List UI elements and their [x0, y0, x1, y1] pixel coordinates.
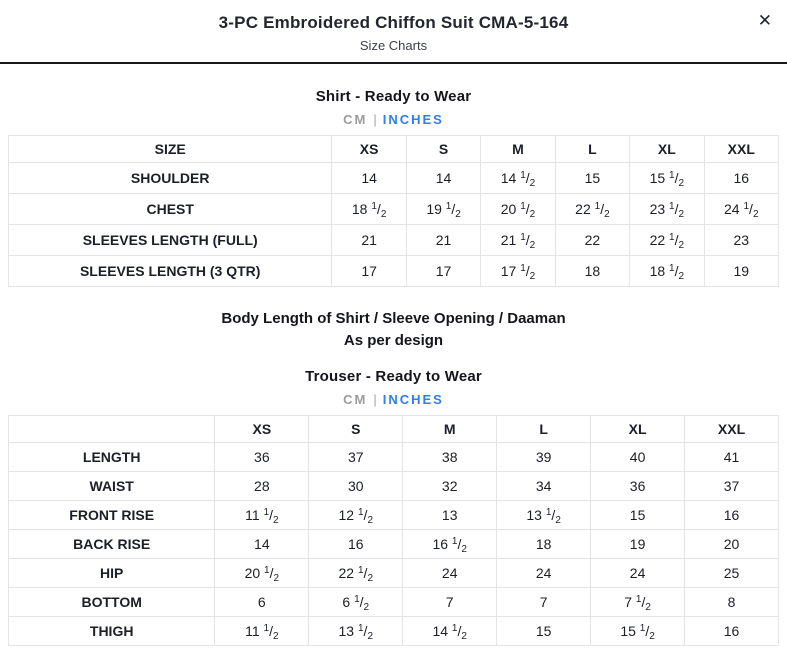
size-value-cell: 7 $^1/_2$ — [591, 588, 685, 617]
shirt-size-table — [8, 135, 779, 287]
size-value-cell: 7 — [403, 588, 497, 617]
page-title: 3-PC Embroidered Chiffon Suit CMA-5-164 — [218, 13, 569, 32]
size-value-cell: 16 — [685, 617, 779, 646]
size-value-cell: 24 — [403, 559, 497, 588]
size-value-cell: 16 — [704, 163, 778, 194]
row-label: BOTTOM — [9, 588, 215, 617]
modal-subtitle: Size Charts — [359, 38, 428, 53]
size-value-cell: 25 — [685, 559, 779, 588]
size-value-cell: 13 $^1/_2$ — [309, 617, 403, 646]
size-value-cell: 14 — [332, 163, 406, 194]
size-value-cell: 19 — [591, 530, 685, 559]
size-value-cell: 18 $^1/_2$ — [630, 256, 704, 287]
size-value-cell: 37 — [685, 472, 779, 501]
size-value-cell: 20 $^1/_2$ — [215, 559, 309, 588]
table-row — [9, 501, 779, 530]
size-value-cell: 11 $^1/_2$ — [215, 501, 309, 530]
row-label: SHOULDER — [9, 163, 332, 194]
size-value-cell: 36 — [215, 443, 309, 472]
row-label: HIP — [9, 559, 215, 588]
table-row — [9, 256, 779, 287]
size-value-cell: 38 — [403, 443, 497, 472]
inches-toggle-link[interactable]: INCHES — [382, 112, 444, 127]
close-icon[interactable]: ✕ — [757, 11, 772, 30]
size-value-cell: 14 $^1/_2$ — [403, 617, 497, 646]
table-row — [9, 588, 779, 617]
table-row — [9, 163, 779, 194]
column-header: XXL — [704, 136, 778, 163]
size-value-cell: 12 $^1/_2$ — [309, 501, 403, 530]
design-note — [0, 308, 787, 352]
table-row — [9, 194, 779, 225]
size-value-cell: 14 $^1/_2$ — [481, 163, 555, 194]
unit-separator: | — [373, 392, 377, 407]
unit-separator: | — [373, 112, 377, 127]
size-value-cell: 19 $^1/_2$ — [406, 194, 480, 225]
size-value-cell: 22 $^1/_2$ — [555, 194, 629, 225]
column-header: XL — [591, 416, 685, 443]
table-row — [9, 443, 779, 472]
column-header: M — [403, 416, 497, 443]
shirt-unit-toggle — [0, 112, 787, 127]
column-header: L — [497, 416, 591, 443]
size-value-cell: 22 — [555, 225, 629, 256]
shirt-section-title: Shirt - Ready to Wear — [315, 88, 472, 105]
size-value-cell: 22 $^1/_2$ — [309, 559, 403, 588]
column-header: XXL — [685, 416, 779, 443]
row-label: FRONT RISE — [9, 501, 215, 530]
size-value-cell: 32 — [403, 472, 497, 501]
table-row — [9, 472, 779, 501]
row-label: LENGTH — [9, 443, 215, 472]
size-value-cell: 21 $^1/_2$ — [481, 225, 555, 256]
table-row — [9, 225, 779, 256]
size-value-cell: 8 — [685, 588, 779, 617]
size-value-cell: 17 — [332, 256, 406, 287]
table-header-row — [9, 136, 779, 163]
size-value-cell: 36 — [591, 472, 685, 501]
row-label: SLEEVES LENGTH (FULL) — [9, 225, 332, 256]
design-note-line1: Body Length of Shirt / Sleeve Opening / Daaman — [221, 310, 566, 327]
size-value-cell: 24 — [497, 559, 591, 588]
table-row — [9, 530, 779, 559]
row-label: WAIST — [9, 472, 215, 501]
size-value-cell: 15 — [591, 501, 685, 530]
column-header: XL — [630, 136, 704, 163]
size-value-cell: 11 $^1/_2$ — [215, 617, 309, 646]
size-value-cell: 22 $^1/_2$ — [630, 225, 704, 256]
size-value-cell: 6 $^1/_2$ — [309, 588, 403, 617]
size-value-cell: 30 — [309, 472, 403, 501]
size-value-cell: 17 $^1/_2$ — [481, 256, 555, 287]
row-label: SLEEVES LENGTH (3 QTR) — [9, 256, 332, 287]
trouser-size-table — [8, 415, 779, 646]
row-label: THIGH — [9, 617, 215, 646]
cm-toggle-link[interactable]: CM — [343, 392, 368, 407]
size-value-cell: 20 $^1/_2$ — [481, 194, 555, 225]
size-value-cell: 24 — [591, 559, 685, 588]
row-label: BACK RISE — [9, 530, 215, 559]
size-value-cell: 18 $^1/_2$ — [332, 194, 406, 225]
column-header: S — [406, 136, 480, 163]
size-value-cell: 18 — [497, 530, 591, 559]
cm-toggle-link[interactable]: CM — [343, 112, 368, 127]
size-value-cell: 37 — [309, 443, 403, 472]
size-value-cell: 28 — [215, 472, 309, 501]
size-value-cell: 18 — [555, 256, 629, 287]
size-value-cell: 15 $^1/_2$ — [591, 617, 685, 646]
size-value-cell: 13 — [403, 501, 497, 530]
trouser-unit-toggle — [0, 392, 787, 407]
table-row — [9, 559, 779, 588]
size-value-cell: 17 — [406, 256, 480, 287]
design-note-line2: As per design — [343, 332, 444, 349]
size-value-cell: 16 — [309, 530, 403, 559]
row-label: CHEST — [9, 194, 332, 225]
size-value-cell: 34 — [497, 472, 591, 501]
column-header: M — [481, 136, 555, 163]
size-value-cell: 41 — [685, 443, 779, 472]
size-value-cell: 13 $^1/_2$ — [497, 501, 591, 530]
size-value-cell: 19 — [704, 256, 778, 287]
size-value-cell: 14 — [215, 530, 309, 559]
column-header: XS — [215, 416, 309, 443]
size-value-cell: 15 — [497, 617, 591, 646]
column-header: XS — [332, 136, 406, 163]
size-value-cell: 16 $^1/_2$ — [403, 530, 497, 559]
table-header-row — [9, 416, 779, 443]
modal-header — [0, 0, 787, 64]
size-value-cell: 21 — [332, 225, 406, 256]
size-value-cell: 16 — [685, 501, 779, 530]
size-value-cell: 6 — [215, 588, 309, 617]
size-value-cell: 15 $^1/_2$ — [630, 163, 704, 194]
column-header: SIZE — [9, 136, 332, 163]
trouser-section-title: Trouser - Ready to Wear — [305, 368, 482, 385]
size-value-cell: 14 — [406, 163, 480, 194]
table-row — [9, 617, 779, 646]
size-value-cell: 40 — [591, 443, 685, 472]
inches-toggle-link[interactable]: INCHES — [382, 392, 444, 407]
size-value-cell: 39 — [497, 443, 591, 472]
size-value-cell: 7 — [497, 588, 591, 617]
size-value-cell: 24 $^1/_2$ — [704, 194, 778, 225]
size-value-cell: 21 — [406, 225, 480, 256]
column-header: L — [555, 136, 629, 163]
column-header — [9, 416, 215, 443]
size-value-cell: 15 — [555, 163, 629, 194]
size-value-cell: 23 $^1/_2$ — [630, 194, 704, 225]
size-value-cell: 20 — [685, 530, 779, 559]
size-value-cell: 23 — [704, 225, 778, 256]
column-header: S — [309, 416, 403, 443]
